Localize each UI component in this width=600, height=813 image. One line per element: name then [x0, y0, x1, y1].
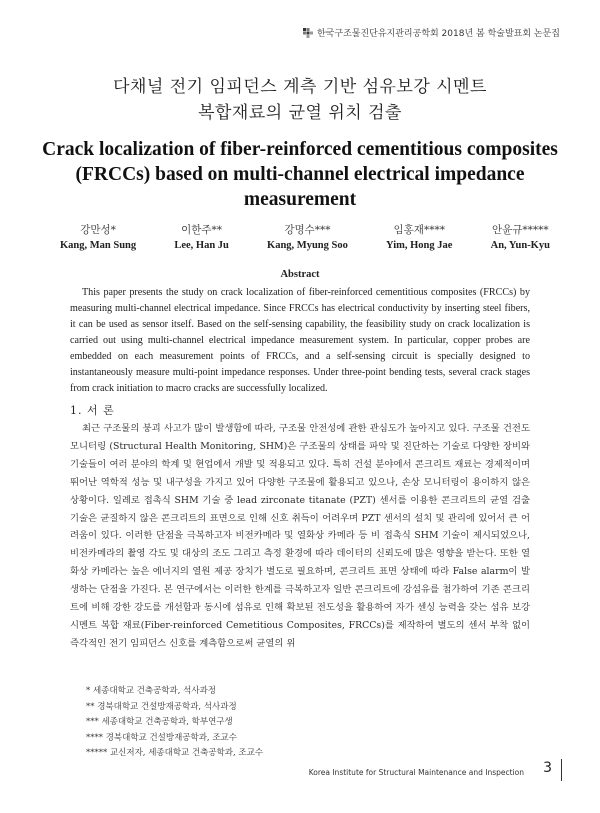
author — [174, 222, 229, 254]
english-title-line: measurement — [243, 189, 357, 210]
author-name-korean: 강명수*** — [284, 224, 331, 236]
footnote: ***** 교신저자, 세종대학교 건축공학과, 조교수 — [86, 748, 264, 758]
english-title-line: Crack localization of fiber-reinforced cementitious composites — [42, 139, 558, 160]
author-name-korean: 임홍재**** — [393, 224, 445, 236]
running-header-text: 한국구조물진단유지관리공학회 2018년 봄 학술발표회 논문집 — [316, 29, 560, 39]
footer-divider — [561, 759, 562, 781]
footnote: *** 세종대학교 건축공학과, 학부연구생 — [86, 717, 233, 727]
english-title — [40, 137, 560, 212]
author-name-korean: 이한주** — [181, 224, 223, 236]
section-heading: 1. 서 론 — [70, 404, 115, 417]
english-title-line: (FRCCs) based on multi-channel electrical impedance — [75, 164, 525, 185]
author-name-english: An, Yun-Kyu — [490, 240, 550, 251]
korean-title — [0, 74, 600, 126]
author-name-korean: 안윤규***** — [491, 224, 549, 236]
abstract-heading: Abstract — [280, 269, 320, 280]
author — [60, 222, 136, 254]
author — [491, 222, 550, 254]
abstract-text: This paper presents the study on crack localization of fiber-reinforced cementitious composites (FRCCs) by measuring multi-channel electrical impedance. Since FRCCs has electrical conductivity by inserting steel fibers, it can be used as sensor itself. Based on the self-sensing capability, the feasibility study on crack localization is carried out using multi-channel electrical impedance measurement system. In particular, copper probes are embedded on each measurement points of FRCCs, and a self-sensing circuit is specially designed to instantaneously measure multi-point impedance responses. Under three-point bending tests, several crack stages from crack initiation to macro cracks are successfully localized. — [70, 287, 530, 394]
footnote: **** 경북대학교 건설방재공학과, 조교수 — [86, 732, 237, 743]
author-name-english: Yim, Hong Jae — [386, 240, 453, 251]
author-name-english: Kang, Myung Soo — [267, 240, 348, 251]
author-name-english: Lee, Han Ju — [174, 240, 229, 251]
footnotes — [86, 684, 466, 762]
journal-logo-icon — [303, 28, 313, 38]
page-number: 3 — [543, 760, 552, 776]
running-header — [303, 26, 560, 39]
footnote: * 세종대학교 건축공학과, 석사과정 — [86, 686, 217, 696]
section-body-text: 최근 구조물의 붕괴 사고가 많이 발생함에 따라, 구조물 안전성에 관한 관심도가 높아지고 있다. 구조물 건전도 모니터링 (Structural Health Monitoring, SHM)은 구조물의 상태를 파악 및 진단하는 기술로 다양한 장비와 기술들이 여러 분야의 학계 및 현업에서 개발 및 적용되고 있다. 특히 건설 분야에서 콘크리트 재료는 경제적이며 뛰어난 역학적 성능 및 내구성을 가지고 있어 다양한 구조물에 활용되고 있으나, 손상 모니터링이 용이하지 않은 상황이다. 일례로 접촉식 SHM 기술 중 lead zirconate titanate (PZT) 센서를 이용한 콘크리트의 균열 검출 기술은 균질하지 않은 콘크리트의 표면으로 인해 신호 취득이 어려우며 PZT 센서의 설치 및 관리에 있어서 큰 어려움이 있다. 이러한 단점을 극복하고자 비전카메라 및 열화상 카메라 등 비 접촉식 SHM 기술이 제시되었으나, 비전카메라의 촬영 각도 및 대상의 조도 그리고 측정 환경에 따라 데이터의 신뢰도에 많은 영향을 받는다. 또한 열화상 카메라는 높은 에너지의 열원 제공 장치가 별도로 필요하며, 콘크리트 표면 상태에 따라 False alarm이 발생하는 단점을 가진다. 본 연구에서는 이러한 한계를 극복하고자 일반 콘크리트에 강섬유를 첨가하여 기존 콘크리트에 비해 강한 강도를 개선함과 동시에 섬유로 인해 확보된 전도성을 활용하여 자가 센싱 능력을 갖는 섬유 보강 시멘트 복합 재료(Fiber-reinforced Cemetitious Composites, FRCCs)를 제작하여 별도의 센서 부착 없이 즉각적인 전기 임피던스 신호를 계측함으로써 균열의 위 — [70, 423, 530, 649]
korean-title-line: 다채널 전기 임피던스 계측 기반 섬유보강 시멘트 — [113, 77, 487, 97]
author-name-english: Kang, Man Sung — [60, 240, 137, 251]
footnote: ** 경북대학교 건설방재공학과, 석사과정 — [86, 701, 237, 712]
footer-institution: Korea Institute for Structural Maintenance and Inspection — [308, 768, 524, 777]
author — [386, 222, 452, 254]
author — [267, 222, 348, 254]
korean-title-line: 복합재료의 균열 위치 검출 — [198, 103, 402, 123]
author-name-korean: 강만성* — [80, 224, 116, 236]
author-list — [60, 222, 550, 254]
